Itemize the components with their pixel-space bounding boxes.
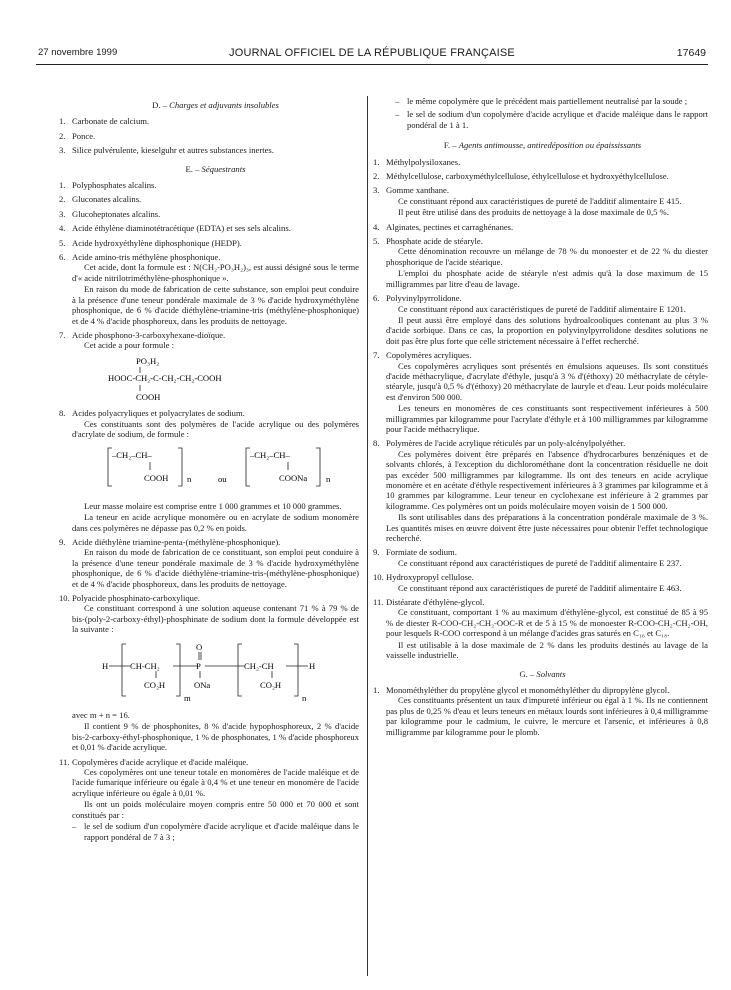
formula-text: ONa (194, 679, 211, 690)
paragraph: avec m + n = 16. (72, 710, 130, 721)
dash-item: – le sel de sodium d'un copolymère d'acide acrylique et d'acide maléique dans le rapport pondéral de 7 à 3 ; (72, 821, 359, 842)
formula-text: HOOC-CH₂-C-CH₂-CH₂-COOH (108, 372, 222, 383)
formula-text: –CH₂–CH– (112, 450, 152, 461)
paragraph: En raison du mode de fabrication de cette substance, son emploi peut conduire à la présence d'une teneur pondérale maximale de 3 % d'acide hydroxyméthylène phosphonique, de 6 % d'acide diéthylène-triamine-tris (méthylène-phosphonique) et de 4 % d'acide phosphoreux, dans les produits de nettoyage. (72, 284, 359, 326)
paragraph: Il peut être utilisé dans des produits de nettoyage à la dose maximale de 0,5 %. (398, 207, 669, 218)
list-item: 2. Méthylcellulose, carboxyméthylcellulose, éthylcellulose et hydroxyéthylcellulose. (373, 171, 669, 182)
paragraph: Ce constituant répond aux caractéristiques de pureté de l'additif alimentaire E 463. (398, 582, 682, 593)
header-date: 27 novembre 1999 (38, 47, 118, 58)
section-heading-f: F. – Agents antimousse, antiredéposition ou épaississants (443, 140, 642, 151)
paragraph: Il peut aussi être employé dans des solutions hydroalcooliques contenant au plus 3 % d'acide sorbique. Dans ce cas, la proportion en polyvinylpyrrolidone desdites solutions ne doit pas être plus forte que celle strictement nécessaire à l'effet recherché. (386, 314, 708, 346)
section-heading-e: E. – Séquestrants (185, 163, 246, 174)
list-item: 11. Distéarate d'éthylène-glycol. (373, 597, 485, 608)
formula-text: CH-CH₂ (130, 660, 160, 671)
right-column (373, 96, 708, 738)
paragraph: Ces constituants présentent un taux d'impureté inférieur ou égal à 1 %. Ils ne contiennent pas plus de 0,25 % d'eau et leurs teneurs en métaux lourds sont inférieures à 0,4 milligramme par kilogramme pour le cadmium, le cuivre, le mercure et l'arsenic, et inférieures à 0,8 milligramme par kilogramme pour le plomb. (386, 695, 708, 737)
formula-subscript: n (302, 692, 307, 703)
dash-item: – le même copolymère que le précédent mais partiellement neutralisé par la soude ; (395, 96, 688, 106)
bracket-right (294, 644, 298, 696)
formula-text: H (102, 660, 109, 671)
header-rule (36, 64, 708, 65)
bracket-right (176, 644, 180, 696)
paragraph: Il contient 9 % de phosphonites, 8 % d'acide hypophosphoreux, 2 % d'acide bis-2-carboxy-éthyl-phosphonique, 1 % de phosphonates, 1 % d'acide phosphoreux et 0,01 % d'acide acrylique. (72, 721, 359, 753)
list-item: 7. Copolymères acryliques. (373, 350, 472, 361)
paragraph: La teneur en acide acrylique monomère ou en acrylate de sodium monomère dans ces polymères ne dépasse pas 0,2 % en poids. (72, 512, 359, 533)
paragraph: Cette dénomination recouvre un mélange de 78 % du monoester et de 22 % du diester phosphorique de l'acide stéarique. (386, 246, 708, 267)
page-header (38, 47, 706, 63)
list-item: 3. Silice pulvérulente, kieselguhr et autres substances inertes. (59, 145, 274, 156)
formula-subscript: n (187, 474, 192, 485)
formula-phosphinato-carboxylic (72, 638, 359, 704)
list-item: 9. Acide diéthylène triamine-penta-(méthylène-phosphonique). (59, 536, 281, 547)
formula-text: CO₂H (260, 679, 282, 690)
paragraph: Leur masse molaire est comprise entre 1 000 grammes et 10 000 grammes. (84, 500, 342, 511)
bracket-right (316, 448, 320, 486)
paragraph: Ce constituant répond aux caractéristiques de pureté de l'additif alimentaire E 237. (398, 557, 682, 568)
formula-text: H (309, 660, 316, 671)
left-column (59, 96, 359, 845)
formula-text: O (196, 641, 203, 652)
paragraph: Ce constituant répond aux caractéristiques de pureté de l'additif alimentaire E 1201. (398, 303, 686, 314)
formula-text: COOH (144, 473, 169, 484)
section-heading-g: G. – Solvants (519, 668, 566, 679)
formula-polyacrylates (72, 442, 359, 494)
paragraph: Cet acide, dont la formule est : N(CH₂-PO₃H₂)₃, est aussi désigné sous le terme d'« acide nitrilotriméthylène-phosphonique ». (72, 262, 359, 283)
list-item: 2. Gluconates alcalins. (59, 194, 142, 205)
bracket-left (122, 644, 126, 696)
paragraph: Cet acide a pour formule : (84, 340, 174, 351)
bracket-left (238, 644, 242, 696)
list-item: 6. Acide amino-tris méthylène phosphonique. (59, 252, 221, 263)
list-item: 10. Hydroxypropyl cellulose. (373, 572, 474, 583)
paragraph: Les teneurs en monomères de ces constituants sont respectivement inférieures à 500 milligrammes par kilogramme pour l'acrylate d'éthyle et à 100 milligrammes par kilogramme pour l'acide méthacrylique. (386, 403, 708, 434)
paragraph: Ces constituants sont des polymères de l'acide acrylique ou des polymères d'acrylate de sodium, de formule : (72, 418, 359, 439)
header-page-number: 17649 (676, 47, 706, 59)
paragraph: Ils ont un poids moléculaire moyen compris entre 50 000 et 70 000 et sont constitués par : (72, 799, 359, 820)
formula-text: CH₂-CH (244, 660, 274, 671)
paragraph: Ce constituant correspond à une solution aqueuse contenant 71 % à 79 % de bis-(poly-2-carboxy-éthyl)-phosphinate de sodium dont la formule développée est la suivante : (72, 603, 359, 635)
formula-text: COONa (279, 473, 308, 484)
list-item: 6. Polyvinylpyrrolidone. (373, 293, 462, 304)
formula-text: COOH (136, 391, 161, 402)
formula-text: CO₂H (144, 679, 166, 690)
list-item: 3. Gomme xanthane. (373, 185, 450, 196)
list-item: 8. Polymères de l'acide acrylique réticulés par un poly-alcénylpolyéther. (373, 438, 626, 449)
formula-text: PO₃H₂ (136, 355, 160, 366)
formula-phosphono-carboxyhexane (72, 354, 359, 402)
dash-item: – le sel de sodium d'un copolymère d'acide acrylique et d'acide maléique dans le rapport pondéral de 1 à 1. (395, 109, 708, 130)
column-divider (367, 96, 368, 976)
paragraph: L'emploi du phosphate acide de stéaryle n'est admis qu'à la dose maximum de 15 milligrammes par litre d'eau de lavage. (386, 268, 708, 289)
paragraph: En raison du mode de fabrication de ce constituant, son emploi peut conduire à la présence d'une teneur pondérale maximale de 3 % d'acide hydroxyméthylène phosphonique, de 6 % d'acide diéthylène-triamine-tris-(méthylène-phosphonique) et de 4 % d'acide phosphoreux, dans les produits de nettoyage. (72, 547, 359, 589)
paragraph: Ces copolymères acryliques sont présentés en émulsions aqueuses. Ils sont constitués d'acide méthacrylique, d'acrylate d'éthyle, jusqu'à 3 % d'(éthoxy) 20 méthacrylate de cétyle-stéaryle, jusqu'à 0,5 % d'(éthoxy) 20 méthacrylate de lauryle et d'eau. Leur poids moléculaire est d'environ 500 000. (386, 360, 708, 402)
list-item: 7. Acide phosphono-3-carboxyhexane-dioïque. (59, 329, 226, 340)
formula-text: P (196, 660, 201, 671)
formula-text: –CH₂–CH– (250, 450, 290, 461)
list-item: 1. Polyphosphates alcalins. (59, 180, 157, 191)
paragraph: Ces polymères doivent être préparés en l'absence d'hydrocarbures benzéniques et de solvants chlorés, à l'exception du dichlorométhane dont la concentration résiduelle ne doit pas excéder 500 milligrammes par kilogramme. Ils ont des teneurs en acide acrylique monomère et en acétate d'éthyle respectivement inférieures à 3 grammes par kilogramme et à 10 grammes par kilogramme. Leur teneur en cyclohexane est inférieure à 2 grammes par kilogramme. Ces polymères ont un poids moléculaire moyen voisin de 1 500 000. (386, 448, 708, 511)
list-item: 8. Acides polyacryliques et polyacrylates de sodium. (59, 408, 245, 419)
list-item: 3. Glucoheptonates alcalins. (59, 208, 161, 219)
paragraph: Ce constituant, comportant 1 % au maximum d'éthylène-glycol, est constitué de 85 à 95 % de diester R-COO-CH₂-CH₂-OOC-R et de 5 à 15 % de monoester R-COO-CH₂-CH₂-OH, pour lesquels R-COO correspond à un mélange d'acides gras saturés en C₁₆ et C₁₈. (386, 607, 708, 639)
list-item: 5. Acide hydroxyéthylène diphosphonique (HEDP). (59, 237, 242, 248)
list-item: 2. Ponce. (59, 130, 96, 141)
bracket-right (178, 448, 182, 486)
list-item: 10. Polyacide phosphinato-carboxylique. (59, 593, 200, 603)
list-item: 9. Formiate de sodium. (373, 547, 457, 558)
list-item: 1. Monométhyléther du propylène glycol et monométhyléther du dipropylène glycol. (373, 684, 670, 695)
list-item: 1. Méthylpolysiloxanes. (373, 156, 461, 167)
list-item: 1. Carbonate de calcium. (59, 116, 150, 127)
paragraph: Ils sont utilisables dans des préparations à la concentration pondérale maximale de 3 %. Les quantités mises en œuvre doivent être juste nécessaires pour obtenir l'effet technologique recherché. (386, 512, 708, 544)
list-item: 11. Copolymères d'acide acrylique et d'acide maléique. (59, 756, 249, 767)
formula-subscript: n (326, 474, 331, 485)
list-item: 4. Acide éthylène diaminotétracétique (EDTA) et ses sels alcalins. (59, 223, 291, 234)
formula-subscript: m (184, 692, 191, 703)
paragraph: Ces copolymères ont une teneur totale en monomères de l'acide maléique et de l'acide fumarique inférieure ou égale à 0,4 % et une teneur en monomère de l'acide acrylique inférieure ou égale à 0,01 %. (72, 767, 359, 798)
paragraph: Il est utilisable à la dose maximale de 2 % dans les produits destinés au lavage de la vaisselle industrielle. (386, 639, 708, 661)
section-heading-d: D. – Charges et adjuvants insolubles (152, 100, 279, 110)
paragraph: Ce constituant répond aux caractéristiques de pureté de l'additif alimentaire E 415. (398, 195, 682, 206)
list-item: 4. Alginates, pectines et carraghénanes. (373, 221, 514, 232)
formula-text: ou (218, 474, 227, 485)
header-title: JOURNAL OFFICIEL DE LA RÉPUBLIQUE FRANÇAISE (229, 47, 515, 59)
list-item: 5. Phosphate acide de stéaryle. (373, 236, 483, 247)
